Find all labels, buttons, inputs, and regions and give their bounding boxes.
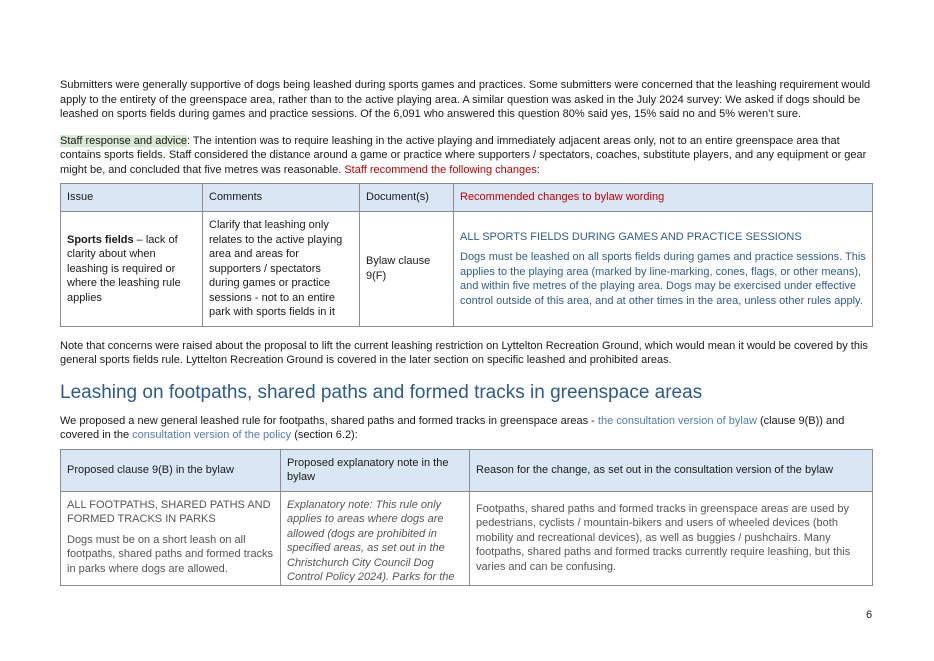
document-page	[60, 78, 872, 586]
section-heading: Leashing on footpaths, shared paths and formed tracks in greenspace areas	[60, 381, 703, 403]
clause-body: Dogs must be on a short leash on all footpaths, shared paths and formed tracks in parks where dogs are allowed.	[67, 533, 274, 575]
cell-document: Bylaw clause 9(F)	[360, 212, 454, 327]
intro-text-b: (clause 9(B)) and covered in the	[60, 414, 845, 441]
header-issue: Issue	[61, 184, 203, 212]
staff-response-text: : The intention was to require leashing in the active playing and immediately adjacent areas only, not to an entire greenspace area that contains sports fields. Staff considered the distance around a game or practice where supporters / spectators, coaches, substitute players, and any equipment or gear might be, and concluded that five metres was reasonable.	[60, 134, 867, 176]
clause-title: ALL FOOTPATHS, SHARED PATHS AND FORMED TRACKS IN PARKS	[67, 498, 271, 525]
intro-paragraph: Submitters were generally supportive of dogs being leashed during sports games and practices. Some submitters were concerned that the leashing requirement would apply to the entirety of the greenspace area, rather than to the active playing area. A similar question was asked in the July 2024 survey: We asked if dogs should be leashed on sports fields during games and practice sessions. Of the 6,091 who answered this question 80% said yes, 15% said no and 5% weren’t sure.	[60, 79, 871, 120]
header-comments: Comments	[203, 184, 360, 212]
table-row	[61, 212, 873, 327]
issue-text: – lack of clarity about when leashing is required or where the leashing rule applies	[67, 233, 181, 304]
header-explanatory-note: Proposed explanatory note in the bylaw	[281, 449, 470, 491]
note-paragraph: Note that concerns were raised about the proposal to lift the current leashing restriction on Lyttelton Recreation Ground, which would mean it would be covered by this general sports fields rule. Lyttelton Recreation Ground is covered in the later section on specific leashed and prohibited areas.	[60, 339, 868, 366]
header-documents: Document(s)	[360, 184, 454, 212]
bylaw-link[interactable]: the consultation version of bylaw	[597, 414, 757, 427]
intro-text-a: We proposed a new general leashed rule for footpaths, shared paths and formed tracks in greenspace areas -	[60, 414, 598, 427]
recommendations-table	[60, 183, 873, 327]
staff-colon: :	[536, 163, 540, 176]
header-reason: Reason for the change, as set out in the consultation version of the bylaw	[470, 449, 873, 491]
staff-recommend-text: Staff recommend the following changes	[344, 163, 537, 176]
cell-recommendation	[454, 212, 873, 327]
cell-issue	[61, 212, 203, 327]
issue-bold: Sports fields	[67, 233, 134, 246]
section-intro-paragraph	[60, 414, 872, 443]
recommendation-body: Dogs must be leashed on all sports fields during games and practice sessions. This applies to the playing area (marked by line-marking, cones, flags, or other means), and within five metres of the playing area. Dogs may be exercised under effective control outside of this area, and at other times in the area, unless other rules apply.	[460, 251, 866, 307]
staff-response-label: Staff response and advice	[60, 134, 187, 147]
recommendation-title: ALL SPORTS FIELDS DURING GAMES AND PRACTICE SESSIONS	[460, 230, 802, 243]
table-header-row	[61, 184, 873, 212]
page-number: 6	[866, 609, 873, 621]
cell-reason: Footpaths, shared paths and formed tracks in greenspace areas are used by pedestrians, cyclists / mountain-bikers and users of wheeled devices (both mobility and recreational devices), as well as buggies / pushchairs. Many footpaths, shared paths and formed tracks currently require leashing, but this varies and can be confusing.	[470, 491, 873, 585]
cell-comments: Clarify that leashing only relates to the active playing area and areas for supporters / spectators during games or practice sessions - not to an entire park with sports fields in it	[203, 212, 360, 327]
table-header-row	[61, 449, 873, 491]
table-row	[61, 491, 873, 585]
cell-proposed-clause	[61, 491, 281, 585]
intro-text-c: (section 6.2):	[291, 429, 358, 441]
header-recommended-changes: Recommended changes to bylaw wording	[454, 184, 873, 212]
proposal-table	[60, 449, 873, 586]
staff-response-paragraph	[60, 134, 872, 178]
cell-explanatory-note: Explanatory note: This rule only applies to areas where dogs are allowed (dogs are prohibited in specified areas, as set out in the Christchurch City Council Dog Control Policy 2024). Parks for the	[281, 491, 470, 585]
header-proposed-clause: Proposed clause 9(B) in the bylaw	[61, 449, 281, 491]
policy-link[interactable]: consultation version of the policy	[132, 429, 292, 441]
